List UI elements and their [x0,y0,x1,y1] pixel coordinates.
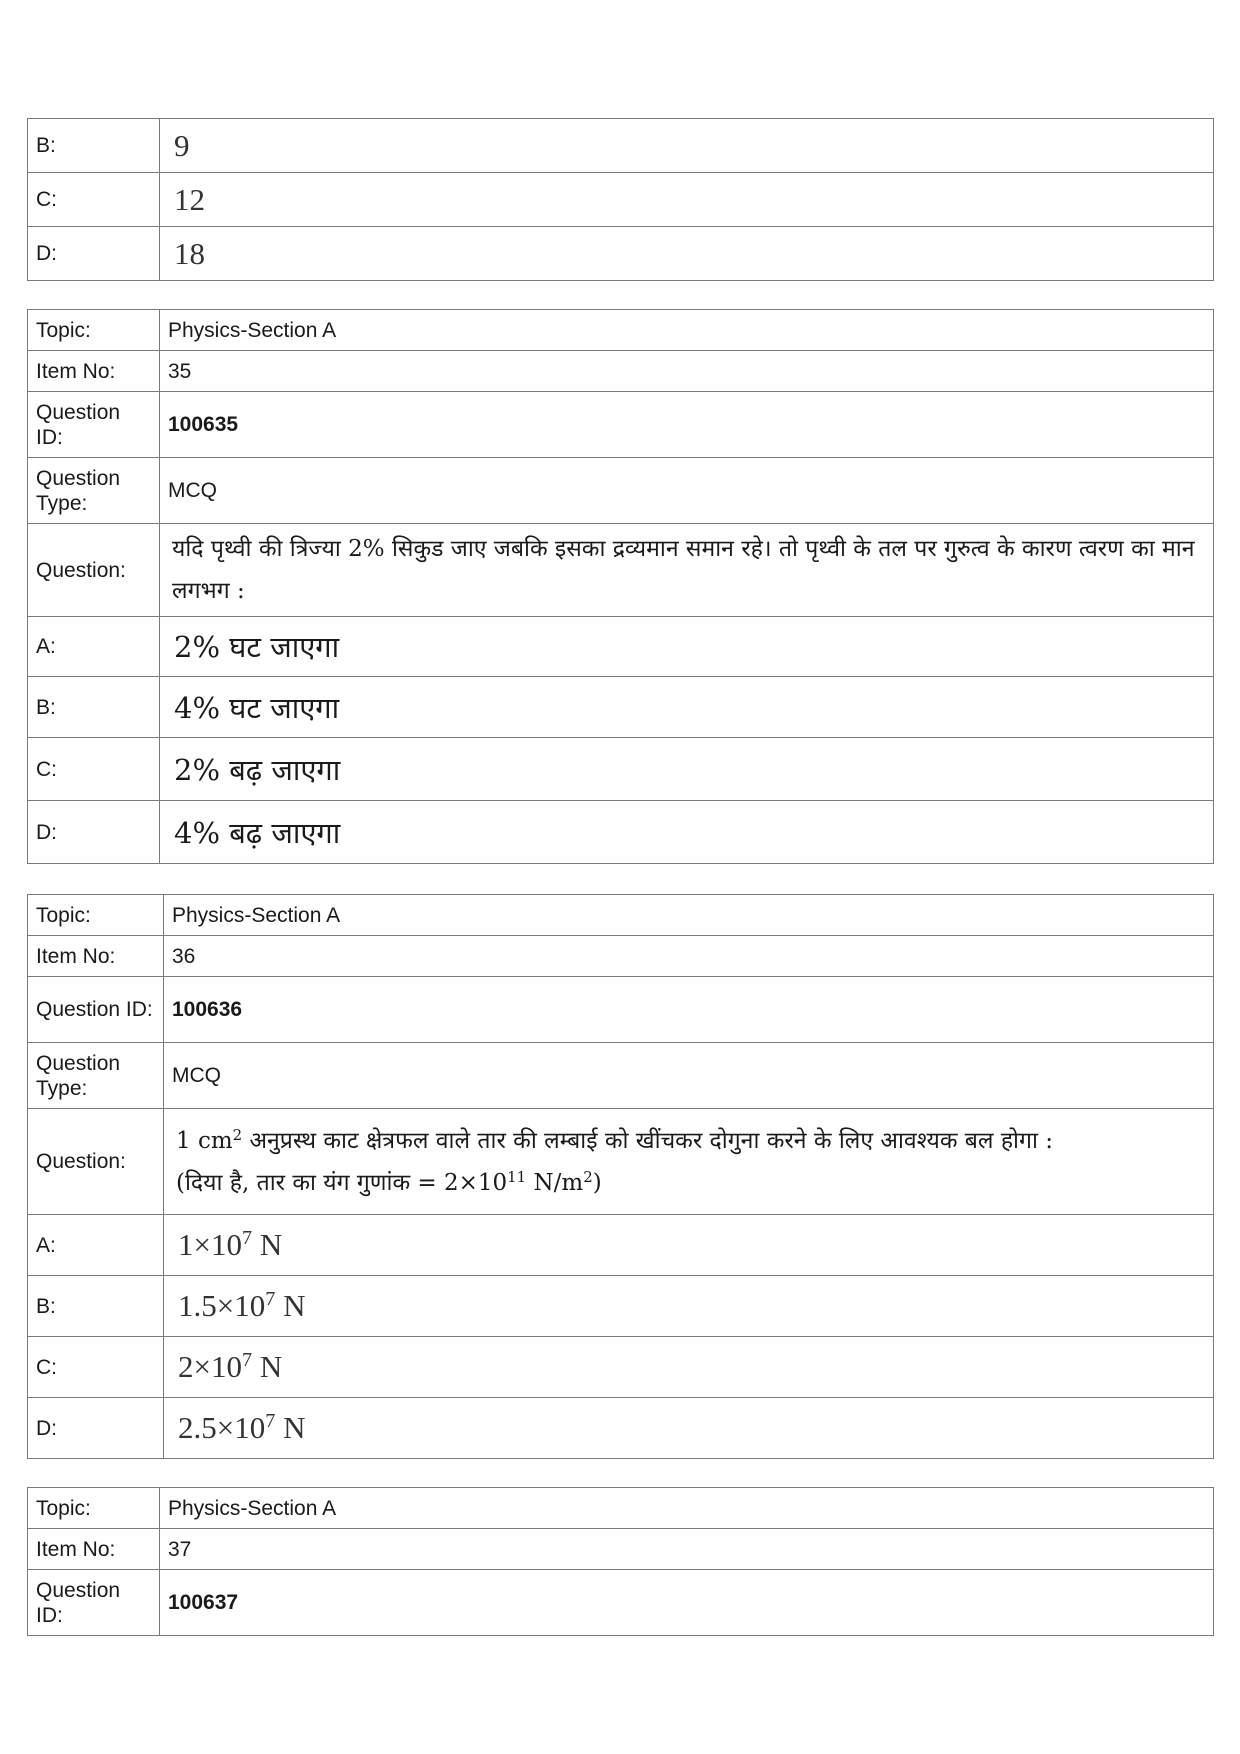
question-35-table [27,309,1214,864]
item-no-label: Item No: [28,1529,160,1570]
question-text: यदि पृथ्वी की त्रिज्या 2% सिकुड जाए जबकि इसका द्रव्यमान समान रहे। तो पृथ्वी के तल पर गुरुत्व के कारण त्वरण का मान लगभग : [160,524,1214,617]
option-text: $1.5\times 10^7$ N [164,1276,1214,1337]
option-text: $1\times 10^7$ N [164,1215,1214,1276]
option-value: 12 [160,173,1214,227]
option-label: C: [28,173,160,227]
option-row-c [28,738,1214,801]
question-id-value: 100637 [160,1570,1214,1636]
question-id-label: Question ID: [28,1570,160,1636]
option-text: 2% बढ़ जाएगा [160,738,1214,801]
question-label: Question: [28,524,160,617]
question-text [164,1109,1214,1215]
question-id-value: 100635 [160,392,1214,458]
topic-label: Topic: [28,310,160,351]
question-type-label: Question Type: [28,1043,164,1109]
option-label: D: [28,801,160,864]
question-label: Question: [28,1109,164,1215]
option-row-d [28,1398,1214,1459]
option-label: C: [28,1337,164,1398]
question-row [28,1109,1214,1215]
question-id-row [28,977,1214,1043]
option-row-d [28,801,1214,864]
option-text: 4% घट जाएगा [160,677,1214,738]
option-text: 2% घट जाएगा [160,617,1214,677]
option-row-b [28,677,1214,738]
question-line-2: (दिया है, तार का यंग गुणांक = $2\times 10^{11}$ $N/m^2$) [176,1167,602,1196]
question-id-label: Question ID: [28,977,164,1043]
option-row-a [28,617,1214,677]
topic-row [28,895,1214,936]
item-no-value: 35 [160,351,1214,392]
option-text: $2\times 10^7$ N [164,1337,1214,1398]
option-label: B: [28,677,160,738]
question-type-value: MCQ [164,1043,1214,1109]
option-row-b [28,1276,1214,1337]
topic-label: Topic: [28,895,164,936]
question-id-value: 100636 [164,977,1214,1043]
question-36-table [27,894,1214,1459]
question-type-value: MCQ [160,458,1214,524]
option-label: B: [28,1276,164,1337]
option-label: A: [28,1215,164,1276]
topic-value: Physics-Section A [160,310,1214,351]
option-label: D: [28,227,160,281]
question-type-row [28,1043,1214,1109]
topic-row [28,310,1214,351]
question-type-row [28,458,1214,524]
item-no-row [28,936,1214,977]
topic-label: Topic: [28,1488,160,1529]
question-id-row [28,392,1214,458]
question-row [28,524,1214,617]
option-row-d [28,227,1214,281]
item-no-label: Item No: [28,936,164,977]
option-label: B: [28,119,160,173]
topic-row [28,1488,1214,1529]
item-no-label: Item No: [28,351,160,392]
question-line-1: 1 $cm^2$ अनुप्रस्थ काट क्षेत्रफल वाले तार की लम्बाई को खींचकर दोगुना करने के लिए आवश्यक बल होगा : [176,1125,1053,1154]
option-row-a [28,1215,1214,1276]
option-row-b [28,119,1214,173]
question-34-options-table [27,118,1214,281]
item-no-value: 36 [164,936,1214,977]
item-no-row [28,1529,1214,1570]
option-value: 9 [160,119,1214,173]
question-type-label: Question Type: [28,458,160,524]
option-text: 4% बढ़ जाएगा [160,801,1214,864]
question-37-table [27,1487,1214,1636]
option-label: C: [28,738,160,801]
topic-value: Physics-Section A [160,1488,1214,1529]
item-no-value: 37 [160,1529,1214,1570]
item-no-row [28,351,1214,392]
question-id-label: Question ID: [28,392,160,458]
question-id-row [28,1570,1214,1636]
option-text: $2.5\times 10^7$ N [164,1398,1214,1459]
option-row-c [28,1337,1214,1398]
option-label: A: [28,617,160,677]
option-value: 18 [160,227,1214,281]
topic-value: Physics-Section A [164,895,1214,936]
option-row-c [28,173,1214,227]
option-label: D: [28,1398,164,1459]
